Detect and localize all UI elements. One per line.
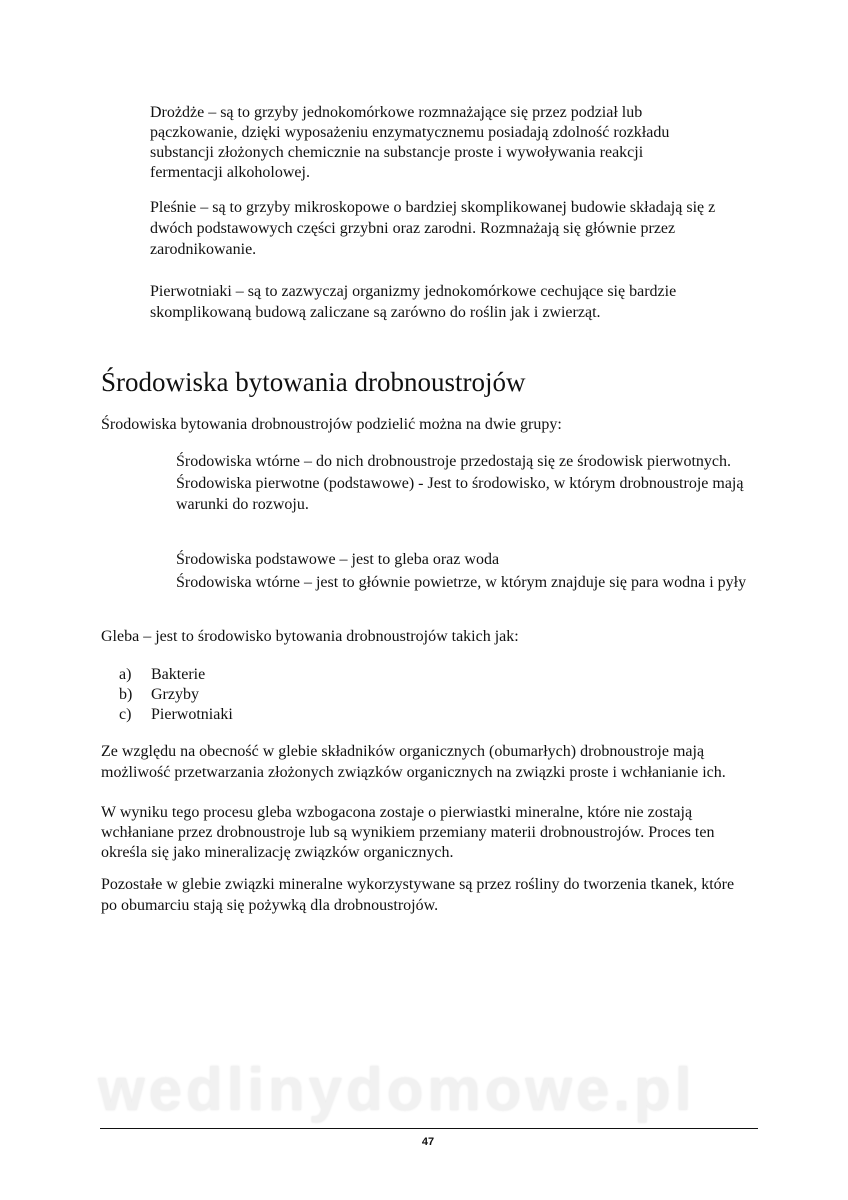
definition-molds-line: zarodnikowanie.	[150, 241, 257, 258]
list-marker: a)	[119, 666, 132, 683]
group-line: warunki do rozwoju.	[176, 496, 309, 513]
paragraph-line: po obumarciu stają się pożywką dla drobnoustrojów.	[101, 897, 439, 914]
watermark: wedlinydomowe.pl	[98, 1056, 696, 1123]
paragraph-line: wchłaniane przez drobnoustroje lub są wynikiem przemiany materii drobnoustrojów. Proces ten	[101, 824, 715, 841]
list-item: Grzyby	[151, 686, 199, 703]
page-number: 47	[421, 1136, 435, 1148]
paragraph-line: Ze względu na obecność w glebie składników organicznych (obumarłych) drobnoustroje mają	[101, 743, 705, 760]
definition-protozoa-line: Pierwotniaki – są to zazwyczaj organizmy jednokomórkowe cechujące się bardzie	[150, 283, 677, 300]
paragraph-line: możliwość przetwarzania złożonych związków organicznych na związki proste i wchłanianie ich.	[101, 764, 726, 781]
paragraph-line: określa się jako mineralizację związków organicznych.	[101, 844, 454, 861]
definition-yeast-line: substancji złożonych chemicznie na substancje proste i wywoływania reakcji	[150, 144, 644, 161]
intro-text: Środowiska bytowania drobnoustrojów podzielić można na dwie grupy:	[101, 416, 562, 433]
group-line: Środowiska wtórne – jest to głównie powietrze, w którym znajduje się para wodna i pyły	[176, 574, 747, 591]
list-marker: c)	[119, 706, 132, 723]
definition-molds-line: Pleśnie – są to grzyby mikroskopowe o bardziej skomplikowanej budowie składają się z	[150, 199, 716, 216]
section-heading: Środowiska bytowania drobnoustrojów	[101, 367, 526, 397]
soil-intro: Gleba – jest to środowisko bytowania drobnoustrojów takich jak:	[101, 628, 519, 645]
definition-yeast-line: Drożdże – są to grzyby jednokomórkowe rozmnażające się przez podział lub	[150, 104, 643, 121]
list-marker: b)	[119, 686, 133, 703]
group-line: Środowiska podstawowe – jest to gleba oraz woda	[176, 551, 500, 568]
group-line: Środowiska wtórne – do nich drobnoustroje przedostają się ze środowisk pierwotnych.	[176, 453, 731, 470]
paragraph-line: W wyniku tego procesu gleba wzbogacona zostaje o pierwiastki mineralne, które nie zostają	[101, 804, 693, 821]
definition-molds-line: dwóch podstawowych części grzybni oraz zarodni. Rozmnażają się głównie przez	[150, 220, 676, 237]
definition-yeast-line: fermentacji alkoholowej.	[150, 164, 310, 181]
group-line: Środowiska pierwotne (podstawowe) - Jest to środowisko, w którym drobnoustroje mają	[176, 475, 744, 492]
definition-protozoa-line: skomplikowaną budową zaliczane są zarówno do roślin jak i zwierząt.	[150, 304, 601, 321]
footer-rule	[100, 1128, 758, 1129]
list-item: Bakterie	[151, 666, 206, 683]
definition-yeast-line: pączkowanie, dzięki wyposażeniu enzymatycznemu posiadają zdolność rozkładu	[150, 124, 670, 141]
paragraph-line: Pozostałe w glebie związki mineralne wykorzystywane są przez rośliny do tworzenia tkanek, które	[101, 876, 735, 893]
list-item: Pierwotniaki	[151, 706, 233, 723]
